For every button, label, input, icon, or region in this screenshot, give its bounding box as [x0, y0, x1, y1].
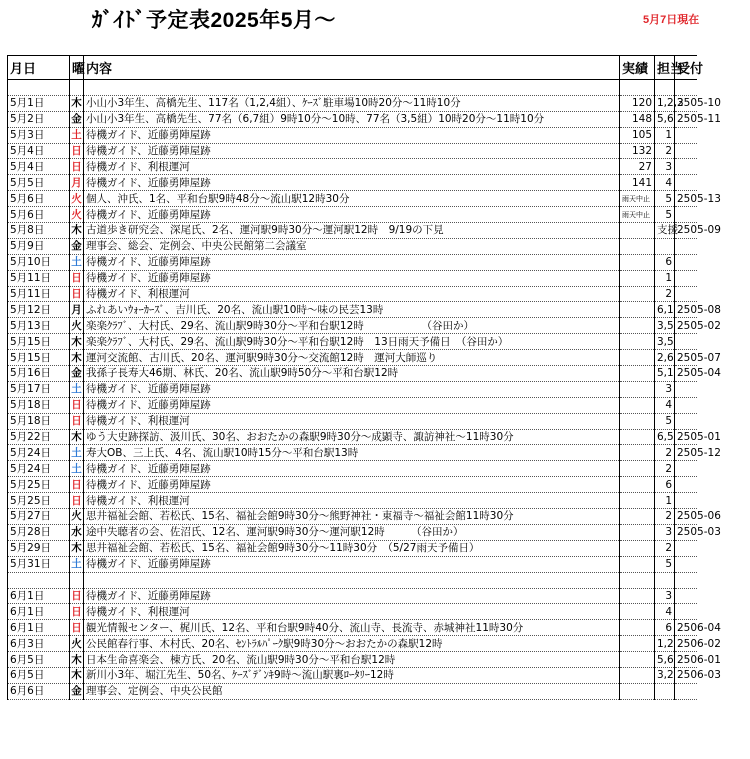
row-actual	[620, 334, 655, 350]
row-guide: 4	[655, 175, 675, 191]
row-date: 5月15日	[8, 350, 70, 366]
row-recv	[675, 604, 697, 620]
row-actual	[620, 127, 655, 143]
row-actual	[620, 540, 655, 556]
row-actual	[620, 80, 655, 96]
row-recv: 2505-03	[675, 524, 697, 540]
table-row	[8, 302, 697, 318]
row-content: 思井福祉会館、若松氏、15名、福祉会館9時30分～11時30分 （5/27雨天予備日）	[84, 540, 620, 556]
row-recv	[675, 254, 697, 270]
row-guide: 6	[655, 477, 675, 493]
row-guide: 3	[655, 159, 675, 175]
actual-count: 27	[638, 160, 652, 173]
row-date: 5月31日	[8, 556, 70, 572]
row-content: 待機ガイド、近藤勇陣屋跡	[84, 143, 620, 159]
row-dow: 日	[71, 415, 82, 428]
row-content	[84, 80, 620, 96]
row-dow: 木	[71, 431, 82, 444]
table-row	[8, 175, 697, 191]
rain-cancel-note: 雨天中止	[622, 194, 650, 203]
row-recv	[675, 461, 697, 477]
row-date: 6月5日	[8, 667, 70, 683]
actual-count: 141	[631, 176, 652, 189]
row-actual	[620, 620, 655, 636]
table-row	[8, 445, 697, 461]
table-row	[8, 286, 697, 302]
row-recv	[675, 238, 697, 254]
row-guide: 4	[655, 604, 675, 620]
table-row	[8, 366, 697, 382]
row-date: 6月1日	[8, 588, 70, 604]
row-dow: 金	[71, 113, 82, 126]
table-row	[8, 207, 697, 223]
row-recv: 2505-08	[675, 302, 697, 318]
table-row	[8, 540, 697, 556]
row-content: 楽楽ｸﾗﾌﾞ、大村氏、29名、流山駅9時30分～平和台駅12時 （谷田か）	[84, 318, 620, 334]
row-content: 小山小3年生、高橋先生、117名（1,2,4組）、ｹｰｽﾞ駐車場10時20分～11時10分	[84, 95, 620, 111]
row-date: 5月16日	[8, 366, 70, 382]
row-guide: 6,1	[655, 302, 675, 318]
table-row	[8, 493, 697, 509]
row-content: 待機ガイド、近藤勇陣屋跡	[84, 381, 620, 397]
row-actual	[620, 223, 655, 239]
row-actual	[620, 636, 655, 652]
table-row	[8, 667, 697, 683]
row-actual	[620, 254, 655, 270]
row-recv	[675, 556, 697, 572]
row-guide: 5,1	[655, 366, 675, 382]
row-guide: 1,2,3	[655, 95, 675, 111]
row-dow: 土	[71, 446, 82, 459]
row-content: 待機ガイド、近藤勇陣屋跡	[84, 175, 620, 191]
actual-count: 105	[631, 129, 652, 142]
row-guide: 3,2	[655, 667, 675, 683]
table-row	[8, 159, 697, 175]
as-of-date: 5月7日現在	[643, 14, 700, 26]
row-content: 理事会、定例会、中央公民館	[84, 683, 620, 699]
row-actual	[620, 397, 655, 413]
row-recv: 2505-02	[675, 318, 697, 334]
row-guide: 3,5	[655, 318, 675, 334]
row-dow: 金	[71, 240, 82, 253]
row-content: 我孫子長寿大46期、林氏、20名、流山駅9時50分～平和台駅12時	[84, 366, 620, 382]
row-actual	[620, 270, 655, 286]
row-date: 5月9日	[8, 238, 70, 254]
row-actual	[620, 524, 655, 540]
row-guide: 6	[655, 254, 675, 270]
row-guide: 2	[655, 461, 675, 477]
row-content: ゆう大史跡探訪、汲川氏、30名、おおたかの森駅9時30分～成顕寺、諏訪神社～11時30分	[84, 429, 620, 445]
row-dow	[70, 572, 84, 588]
row-actual	[620, 509, 655, 525]
row-date	[8, 572, 70, 588]
row-content: 待機ガイド、利根運河	[84, 604, 620, 620]
row-actual	[620, 683, 655, 699]
row-content: ふれあいｳｫｰｶｰｽﾞ、吉川氏、20名、流山駅10時～味の民芸13時	[84, 302, 620, 318]
row-content: 待機ガイド、近藤勇陣屋跡	[84, 461, 620, 477]
row-content: 途中失聴者の会、佐沼氏、12名、運河駅9時30分～運河駅12時 （谷田か）	[84, 524, 620, 540]
row-recv	[675, 540, 697, 556]
row-guide: 5,6	[655, 652, 675, 668]
row-dow: 木	[71, 351, 82, 364]
row-guide: 1	[655, 493, 675, 509]
row-content: 観光情報センター、梶川氏、12名、平和台駅9時40分、流山寺、長流寺、赤城神社11時30分	[84, 620, 620, 636]
row-content: 待機ガイド、近藤勇陣屋跡	[84, 270, 620, 286]
actual-count: 120	[631, 97, 652, 110]
row-dow: 日	[71, 160, 82, 173]
row-guide: 2,6	[655, 350, 675, 366]
row-guide: 支援	[655, 223, 675, 239]
row-dow	[70, 80, 84, 96]
row-content: 日本生命喜楽会、棟方氏、20名、流山駅9時30分～平和台駅12時	[84, 652, 620, 668]
row-date: 5月4日	[8, 159, 70, 175]
row-dow: 日	[71, 288, 82, 301]
row-date: 5月11日	[8, 286, 70, 302]
table-row	[8, 381, 697, 397]
row-date: 5月5日	[8, 175, 70, 191]
row-dow: 火	[71, 510, 82, 523]
row-recv: 2505-12	[675, 445, 697, 461]
row-recv: 2505-09	[675, 223, 697, 239]
row-recv: 2505-04	[675, 366, 697, 382]
row-actual	[620, 238, 655, 254]
row-content: 公民館春行事、木村氏、20名、ｾﾝﾄﾗﾙﾊﾟｰｸ駅9時30分～おおたかの森駅12時	[84, 636, 620, 652]
row-actual	[620, 191, 655, 207]
table-row	[8, 524, 697, 540]
row-recv: 2505-11	[675, 111, 697, 127]
row-dow: 木	[71, 335, 82, 348]
row-dow: 日	[71, 399, 82, 412]
row-guide: 3,5	[655, 334, 675, 350]
row-content: 古道歩き研究会、深尾氏、2名、運河駅9時30分～運河駅12時 9/19の下見	[84, 223, 620, 239]
row-dow: 月	[71, 176, 82, 189]
row-content: 思井福祉会館、若松氏、15名、福祉会館9時30分～熊野神社・東福寺～福祉会館11時30分	[84, 509, 620, 525]
row-dow: 木	[71, 97, 82, 110]
row-actual	[620, 95, 655, 111]
row-content: 待機ガイド、近藤勇陣屋跡	[84, 127, 620, 143]
row-guide: 3	[655, 381, 675, 397]
row-content: 楽楽ｸﾗﾌﾞ、大村氏、29名、流山駅9時30分～平和台駅12時 13日雨天予備日 （谷田か）	[84, 334, 620, 350]
table-row	[8, 509, 697, 525]
row-content: 待機ガイド、近藤勇陣屋跡	[84, 477, 620, 493]
schedule-table	[7, 55, 721, 700]
row-dow: 月	[71, 303, 82, 316]
row-date: 5月25日	[8, 477, 70, 493]
row-date: 5月6日	[8, 191, 70, 207]
row-recv: 2505-13	[675, 191, 697, 207]
table-row	[8, 683, 697, 699]
row-actual	[620, 667, 655, 683]
row-content: 個人、沖氏、1名、平和台駅9時48分～流山駅12時30分	[84, 191, 620, 207]
row-guide: 6	[655, 620, 675, 636]
row-date: 5月6日	[8, 207, 70, 223]
row-date: 6月1日	[8, 620, 70, 636]
row-actual	[620, 350, 655, 366]
row-actual	[620, 413, 655, 429]
row-recv	[675, 207, 697, 223]
row-recv: 2506-04	[675, 620, 697, 636]
row-guide: 2	[655, 143, 675, 159]
row-content: 理事会、総会、定例会、中央公民館第二会議室	[84, 238, 620, 254]
row-guide	[655, 683, 675, 699]
row-dow: 金	[71, 367, 82, 380]
header-recv: 受付	[675, 56, 697, 80]
row-date: 5月18日	[8, 413, 70, 429]
row-dow: 木	[71, 224, 82, 237]
table-row	[8, 238, 697, 254]
row-content: 待機ガイド、近藤勇陣屋跡	[84, 588, 620, 604]
row-recv	[675, 572, 697, 588]
row-actual	[620, 572, 655, 588]
row-recv	[675, 127, 697, 143]
row-actual	[620, 381, 655, 397]
row-content: 待機ガイド、近藤勇陣屋跡	[84, 207, 620, 223]
row-date: 5月28日	[8, 524, 70, 540]
row-guide: 4	[655, 397, 675, 413]
row-actual	[620, 143, 655, 159]
row-recv: 2505-10	[675, 95, 697, 111]
row-dow: 土	[71, 383, 82, 396]
row-actual	[620, 159, 655, 175]
row-date: 5月29日	[8, 540, 70, 556]
blank-row	[8, 572, 697, 588]
row-actual	[620, 175, 655, 191]
row-recv	[675, 588, 697, 604]
table-row	[8, 318, 697, 334]
row-dow: 土	[71, 129, 82, 142]
row-dow: 木	[71, 669, 82, 682]
row-date: 5月27日	[8, 509, 70, 525]
table-row	[8, 556, 697, 572]
table-row	[8, 604, 697, 620]
row-recv	[675, 143, 697, 159]
row-actual	[620, 207, 655, 223]
row-dow: 木	[71, 653, 82, 666]
row-content: 運河交流館、古川氏、20名、運河駅9時30分～交流館12時 運河大師巡り	[84, 350, 620, 366]
row-guide: 1	[655, 270, 675, 286]
blank-row	[8, 80, 697, 96]
actual-count: 132	[631, 145, 652, 157]
table-row	[8, 95, 697, 111]
row-dow: 水	[71, 526, 82, 539]
row-date: 5月13日	[8, 318, 70, 334]
row-date: 5月12日	[8, 302, 70, 318]
row-date: 5月24日	[8, 445, 70, 461]
row-dow: 土	[71, 558, 82, 571]
table-row	[8, 223, 697, 239]
row-content: 寿大OB、三上氏、4名、流山駅10時15分～平和台駅13時	[84, 445, 620, 461]
row-dow: 日	[71, 478, 82, 491]
table-row	[8, 397, 697, 413]
row-dow: 日	[71, 145, 82, 157]
header-guide: 担当	[655, 56, 675, 80]
row-guide: 3	[655, 524, 675, 540]
table-row	[8, 461, 697, 477]
table-row	[8, 477, 697, 493]
row-recv: 2505-07	[675, 350, 697, 366]
row-actual	[620, 588, 655, 604]
row-date: 5月25日	[8, 493, 70, 509]
row-guide: 2	[655, 509, 675, 525]
table-row	[8, 588, 697, 604]
row-guide: 5	[655, 556, 675, 572]
table-row	[8, 143, 697, 159]
row-guide: 6,5	[655, 429, 675, 445]
row-actual	[620, 111, 655, 127]
table-row	[8, 652, 697, 668]
row-recv: 2506-01	[675, 652, 697, 668]
table-row	[8, 334, 697, 350]
row-actual	[620, 556, 655, 572]
row-actual	[620, 286, 655, 302]
row-recv	[675, 334, 697, 350]
row-dow: 日	[71, 621, 82, 634]
row-date: 5月2日	[8, 111, 70, 127]
row-dow: 木	[71, 542, 82, 555]
row-dow: 火	[71, 637, 82, 650]
row-actual	[620, 604, 655, 620]
row-actual	[620, 429, 655, 445]
rain-cancel-note: 雨天中止	[622, 210, 650, 219]
row-recv	[675, 413, 697, 429]
row-date: 5月10日	[8, 254, 70, 270]
row-recv	[675, 493, 697, 509]
row-dow: 金	[71, 685, 82, 698]
row-actual	[620, 318, 655, 334]
header-dow: 曜	[70, 56, 84, 80]
page-title: ｶﾞｲﾄﾞ予定表2025年5月～	[92, 9, 336, 32]
row-actual	[620, 493, 655, 509]
row-dow: 火	[71, 208, 82, 221]
row-recv	[675, 270, 697, 286]
row-recv: 2506-03	[675, 667, 697, 683]
row-recv: 2505-01	[675, 429, 697, 445]
row-actual	[620, 652, 655, 668]
row-date: 6月6日	[8, 683, 70, 699]
row-date: 5月4日	[8, 143, 70, 159]
row-date: 5月8日	[8, 223, 70, 239]
row-content: 待機ガイド、利根運河	[84, 413, 620, 429]
row-recv	[675, 286, 697, 302]
row-date: 6月1日	[8, 604, 70, 620]
row-guide: 5	[655, 191, 675, 207]
row-content: 待機ガイド、利根運河	[84, 286, 620, 302]
row-date: 5月18日	[8, 397, 70, 413]
row-guide	[655, 80, 675, 96]
row-date: 6月5日	[8, 652, 70, 668]
row-recv	[675, 159, 697, 175]
table-row	[8, 270, 697, 286]
row-date: 5月11日	[8, 270, 70, 286]
row-date: 5月24日	[8, 461, 70, 477]
actual-count: 148	[631, 113, 652, 126]
row-recv: 2506-02	[675, 636, 697, 652]
row-actual	[620, 461, 655, 477]
row-date: 6月3日	[8, 636, 70, 652]
row-guide: 3	[655, 588, 675, 604]
row-guide: 5	[655, 413, 675, 429]
table-row	[8, 413, 697, 429]
row-content: 新川小3年、堀江先生、50名、ｹｰｽﾞﾃﾞﾝｷ9時～流山駅裏ﾛｰﾀﾘｰ12時	[84, 667, 620, 683]
row-dow: 土	[71, 256, 82, 269]
row-recv	[675, 80, 697, 96]
row-recv: 2505-06	[675, 509, 697, 525]
table-row	[8, 254, 697, 270]
table-row	[8, 620, 697, 636]
row-date: 5月1日	[8, 95, 70, 111]
row-dow: 日	[71, 589, 82, 602]
row-guide	[655, 572, 675, 588]
row-date: 5月22日	[8, 429, 70, 445]
row-content: 待機ガイド、近藤勇陣屋跡	[84, 397, 620, 413]
row-dow: 土	[71, 462, 82, 475]
table-row	[8, 111, 697, 127]
row-actual	[620, 366, 655, 382]
table-row	[8, 636, 697, 652]
row-content: 小山小3年生、高橋先生、77名（6,7組）9時10分～10時、77名（3,5組）10時20分～11時10分	[84, 111, 620, 127]
row-date	[8, 80, 70, 96]
table-header-row	[8, 56, 697, 80]
row-guide: 5,6	[655, 111, 675, 127]
row-dow: 日	[71, 494, 82, 507]
row-recv	[675, 397, 697, 413]
row-dow: 火	[71, 192, 82, 205]
row-content: 待機ガイド、利根運河	[84, 159, 620, 175]
row-date: 5月17日	[8, 381, 70, 397]
row-actual	[620, 445, 655, 461]
row-guide: 5	[655, 207, 675, 223]
row-recv	[675, 175, 697, 191]
row-content	[84, 572, 620, 588]
row-recv	[675, 381, 697, 397]
header-date: 月日	[8, 56, 70, 80]
row-recv	[675, 683, 697, 699]
row-date: 5月15日	[8, 334, 70, 350]
row-guide: 2	[655, 540, 675, 556]
table-row	[8, 429, 697, 445]
row-actual	[620, 477, 655, 493]
row-date: 5月3日	[8, 127, 70, 143]
row-dow: 火	[71, 319, 82, 332]
header-content: 内容	[84, 56, 620, 80]
row-content: 待機ガイド、近藤勇陣屋跡	[84, 556, 620, 572]
row-content: 待機ガイド、近藤勇陣屋跡	[84, 254, 620, 270]
row-guide: 1,2	[655, 636, 675, 652]
row-content: 待機ガイド、利根運河	[84, 493, 620, 509]
header-actual: 実績	[620, 56, 655, 80]
row-dow: 日	[71, 605, 82, 618]
schedule-body	[8, 80, 721, 700]
row-guide: 1	[655, 127, 675, 143]
table-row	[8, 191, 697, 207]
row-recv	[675, 477, 697, 493]
row-dow: 日	[71, 272, 82, 285]
row-actual	[620, 302, 655, 318]
table-row	[8, 127, 697, 143]
row-guide: 2	[655, 445, 675, 461]
row-guide	[655, 238, 675, 254]
row-guide: 2	[655, 286, 675, 302]
table-row	[8, 350, 697, 366]
